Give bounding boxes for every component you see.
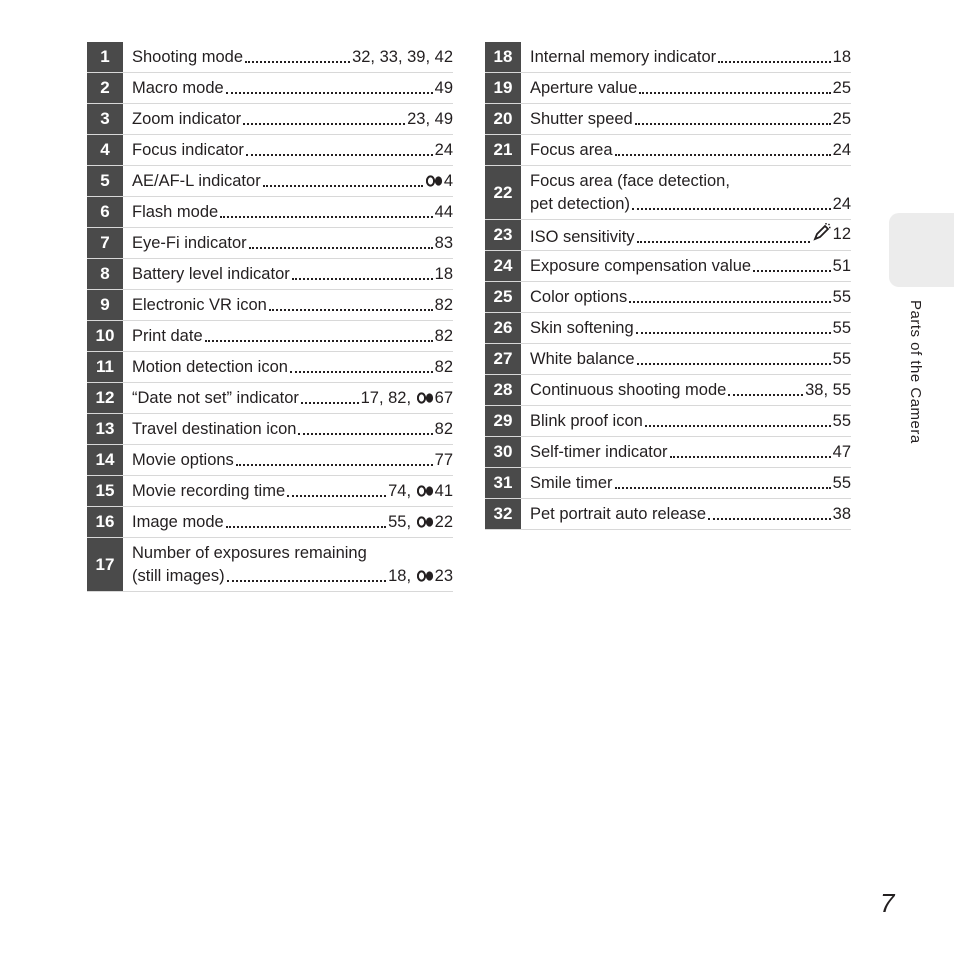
page-refs xyxy=(833,77,851,100)
leader-dots xyxy=(636,331,831,334)
item-text xyxy=(521,499,851,529)
index-row xyxy=(485,313,851,344)
page-refs xyxy=(435,263,453,286)
item-number: 17 xyxy=(87,538,123,591)
side-tab xyxy=(889,213,954,287)
page-refs xyxy=(435,232,453,255)
item-text xyxy=(521,313,851,343)
item-text xyxy=(521,437,851,467)
leader-dots xyxy=(632,207,831,210)
item-label: Internal memory indicator xyxy=(530,47,717,66)
item-number: 14 xyxy=(87,445,123,475)
page-refs xyxy=(435,356,453,379)
item-label: Shooting mode xyxy=(132,47,243,66)
item-number: 23 xyxy=(485,220,521,250)
item-text xyxy=(123,197,453,227)
item-text xyxy=(123,42,453,72)
item-number: 29 xyxy=(485,406,521,436)
item-label: pet detection) xyxy=(530,194,630,213)
item-label: Shutter speed xyxy=(530,109,633,128)
page-refs xyxy=(435,294,453,317)
item-label: Skin softening xyxy=(530,318,634,337)
item-text xyxy=(123,383,453,413)
leader-dots xyxy=(226,91,433,94)
page-numbers: 55, xyxy=(388,512,416,531)
leader-dots xyxy=(236,463,433,466)
item-label: Movie recording time xyxy=(132,481,286,500)
item-label: Aperture value xyxy=(530,78,638,97)
page-refs xyxy=(833,317,851,340)
index-row xyxy=(87,414,453,445)
leader-dots xyxy=(298,432,432,435)
item-text xyxy=(123,228,453,258)
item-text xyxy=(521,104,851,134)
item-text xyxy=(123,476,453,506)
page-numbers: 82 xyxy=(434,295,453,314)
item-text xyxy=(123,73,453,103)
reference-page-number: 23 xyxy=(434,566,453,585)
item-number: 5 xyxy=(87,166,123,196)
index-row xyxy=(87,538,453,592)
item-text xyxy=(123,507,453,537)
page-numbers: 18, xyxy=(388,566,416,585)
leader-dots xyxy=(269,308,433,311)
item-number: 6 xyxy=(87,197,123,227)
page-refs xyxy=(833,503,851,526)
item-label: Self-timer indicator xyxy=(530,442,668,461)
item-number: 24 xyxy=(485,251,521,281)
page-refs xyxy=(435,449,453,472)
index-row xyxy=(87,135,453,166)
page-numbers: 55 xyxy=(832,411,851,430)
page-refs xyxy=(833,472,851,495)
page-refs xyxy=(833,286,851,309)
page-refs xyxy=(833,410,851,433)
index-row xyxy=(485,406,851,437)
item-number: 21 xyxy=(485,135,521,165)
item-label: Electronic VR icon xyxy=(132,295,267,314)
page-numbers: 49 xyxy=(434,78,453,97)
index-row xyxy=(485,282,851,313)
index-row xyxy=(485,220,851,251)
item-label: Focus indicator xyxy=(132,140,244,159)
leader-dots xyxy=(226,525,386,528)
page-refs xyxy=(388,480,453,503)
item-label: “Date not set” indicator xyxy=(132,388,299,407)
page-numbers: 25 xyxy=(832,78,851,97)
pencil-tip-icon xyxy=(812,222,832,249)
item-label: Travel destination icon xyxy=(132,419,297,438)
item-number: 4 xyxy=(87,135,123,165)
page-numbers: 55 xyxy=(832,287,851,306)
page-refs xyxy=(833,441,851,464)
page-refs xyxy=(833,348,851,371)
leader-dots xyxy=(220,215,432,218)
page-refs xyxy=(352,46,453,69)
index-row xyxy=(87,197,453,228)
index-row xyxy=(87,383,453,414)
item-number: 8 xyxy=(87,259,123,289)
item-number: 2 xyxy=(87,73,123,103)
page-numbers: 82 xyxy=(434,326,453,345)
leader-dots xyxy=(263,184,423,187)
item-number: 9 xyxy=(87,290,123,320)
page-numbers: 38 xyxy=(832,504,851,523)
item-number: 30 xyxy=(485,437,521,467)
item-number: 25 xyxy=(485,282,521,312)
leader-dots xyxy=(290,370,433,373)
page-refs xyxy=(435,325,453,348)
item-label: White balance xyxy=(530,349,635,368)
index-row xyxy=(87,507,453,538)
index-row xyxy=(87,42,453,73)
item-label: Battery level indicator xyxy=(132,264,290,283)
item-number: 32 xyxy=(485,499,521,529)
item-text xyxy=(123,445,453,475)
item-text xyxy=(521,73,851,103)
reference-section-icon xyxy=(417,511,434,534)
item-label: Motion detection icon xyxy=(132,357,288,376)
leader-dots xyxy=(205,339,433,342)
reference-section-icon xyxy=(417,387,434,410)
page-numbers: 55 xyxy=(832,349,851,368)
item-text xyxy=(521,406,851,436)
reference-section-icon xyxy=(426,170,443,193)
page-numbers: 32, 33, 39, 42 xyxy=(352,47,453,66)
leader-dots xyxy=(645,424,831,427)
item-text xyxy=(521,375,851,405)
item-number: 11 xyxy=(87,352,123,382)
page-refs xyxy=(388,565,453,588)
leader-dots xyxy=(245,60,350,63)
page-refs xyxy=(833,255,851,278)
side-tab-label: Parts of the Camera xyxy=(907,300,924,444)
item-text xyxy=(521,282,851,312)
leader-dots xyxy=(639,91,830,94)
index-row xyxy=(87,228,453,259)
page-refs xyxy=(833,193,851,216)
item-label: Blink proof icon xyxy=(530,411,643,430)
item-label: Movie options xyxy=(132,450,234,469)
item-label: Macro mode xyxy=(132,78,224,97)
leader-dots xyxy=(753,269,831,272)
item-number: 3 xyxy=(87,104,123,134)
leader-dots xyxy=(292,277,433,280)
page-refs xyxy=(407,108,453,131)
item-label-line1: Number of exposures remaining xyxy=(132,543,367,562)
page-numbers: 82 xyxy=(434,357,453,376)
item-label: Continuous shooting mode xyxy=(530,380,727,399)
leader-dots xyxy=(615,153,831,156)
page-numbers: 23, 49 xyxy=(407,109,453,128)
page-numbers: 44 xyxy=(434,202,453,221)
page-refs xyxy=(812,222,851,249)
page-numbers: 83 xyxy=(434,233,453,252)
leader-dots xyxy=(670,455,831,458)
item-number: 20 xyxy=(485,104,521,134)
index-row xyxy=(485,437,851,468)
leader-dots xyxy=(227,579,387,582)
index-row xyxy=(87,166,453,197)
index-row xyxy=(87,104,453,135)
item-number: 7 xyxy=(87,228,123,258)
page-numbers: 55 xyxy=(832,473,851,492)
page-numbers: 55 xyxy=(832,318,851,337)
item-text xyxy=(521,251,851,281)
item-label: Zoom indicator xyxy=(132,109,242,128)
tips-page-number: 12 xyxy=(832,224,851,243)
index-row xyxy=(87,352,453,383)
item-label: Pet portrait auto release xyxy=(530,504,707,523)
reference-page-number: 4 xyxy=(443,171,453,190)
page-refs xyxy=(833,46,851,69)
page-refs xyxy=(388,511,453,534)
page-numbers: 47 xyxy=(832,442,851,461)
item-text xyxy=(123,290,453,320)
leader-dots xyxy=(249,246,433,249)
index-row xyxy=(485,166,851,220)
item-text xyxy=(123,352,453,382)
page-numbers: 18 xyxy=(832,47,851,66)
item-number: 28 xyxy=(485,375,521,405)
page-numbers: 82 xyxy=(434,419,453,438)
page-numbers: 17, 82, xyxy=(360,388,416,407)
item-text xyxy=(123,321,453,351)
item-number: 1 xyxy=(87,42,123,72)
index-row xyxy=(87,321,453,352)
item-text xyxy=(521,166,851,219)
leader-dots xyxy=(728,393,803,396)
item-number: 13 xyxy=(87,414,123,444)
leader-dots xyxy=(246,153,433,156)
item-text xyxy=(123,135,453,165)
page-refs xyxy=(435,77,453,100)
page-numbers: 24 xyxy=(832,140,851,159)
index-row xyxy=(485,468,851,499)
item-label: Print date xyxy=(132,326,203,345)
page-refs xyxy=(805,379,851,402)
leader-dots xyxy=(635,122,831,125)
item-text xyxy=(123,104,453,134)
leader-dots xyxy=(301,401,359,404)
item-text xyxy=(123,166,453,196)
item-number: 15 xyxy=(87,476,123,506)
page-numbers: 24 xyxy=(434,140,453,159)
leader-dots xyxy=(287,494,386,497)
index-row xyxy=(485,344,851,375)
leader-dots xyxy=(615,486,831,489)
item-text xyxy=(123,414,453,444)
reference-page-number: 41 xyxy=(434,481,453,500)
page-numbers: 25 xyxy=(832,109,851,128)
page-numbers: 51 xyxy=(832,256,851,275)
page-refs xyxy=(435,418,453,441)
index-row xyxy=(485,73,851,104)
item-text xyxy=(521,468,851,498)
item-text xyxy=(521,344,851,374)
item-text xyxy=(521,42,851,72)
page-number: 7 xyxy=(880,888,895,918)
item-label: (still images) xyxy=(132,566,225,585)
reference-section-icon xyxy=(417,565,434,588)
item-text xyxy=(123,259,453,289)
item-number: 26 xyxy=(485,313,521,343)
item-number: 18 xyxy=(485,42,521,72)
item-label: Flash mode xyxy=(132,202,219,221)
leader-dots xyxy=(243,122,405,125)
item-number: 10 xyxy=(87,321,123,351)
page-refs xyxy=(361,387,453,410)
page-refs xyxy=(435,201,453,224)
item-number: 16 xyxy=(87,507,123,537)
item-number: 31 xyxy=(485,468,521,498)
item-number: 27 xyxy=(485,344,521,374)
leader-dots xyxy=(637,362,831,365)
right-index-column xyxy=(485,42,851,530)
index-row xyxy=(485,375,851,406)
leader-dots xyxy=(629,300,830,303)
index-row xyxy=(485,42,851,73)
index-row xyxy=(87,73,453,104)
reference-section-icon xyxy=(417,480,434,503)
leader-dots xyxy=(708,517,831,520)
leader-dots xyxy=(718,60,830,63)
item-label: Smile timer xyxy=(530,473,613,492)
item-text xyxy=(521,135,851,165)
index-row xyxy=(87,290,453,321)
page-refs xyxy=(425,170,453,193)
reference-page-number: 67 xyxy=(434,388,453,407)
index-row xyxy=(485,104,851,135)
page-numbers: 38, 55 xyxy=(805,380,851,399)
item-label: AE/AF-L indicator xyxy=(132,171,261,190)
leader-dots xyxy=(637,240,810,243)
item-number: 19 xyxy=(485,73,521,103)
page-refs xyxy=(833,108,851,131)
page-numbers: 74, xyxy=(388,481,416,500)
index-row xyxy=(87,476,453,507)
item-label: Color options xyxy=(530,287,628,306)
item-label: Image mode xyxy=(132,512,224,531)
page-refs xyxy=(435,139,453,162)
item-label-line1: Focus area (face detection, xyxy=(530,171,730,190)
item-label: Exposure compensation value xyxy=(530,256,752,275)
page-numbers: 24 xyxy=(832,194,851,213)
index-row xyxy=(87,259,453,290)
item-text xyxy=(521,220,851,250)
item-number: 12 xyxy=(87,383,123,413)
page-refs xyxy=(833,139,851,162)
index-row xyxy=(87,445,453,476)
index-row xyxy=(485,135,851,166)
page-numbers: 77 xyxy=(434,450,453,469)
item-label: Focus area xyxy=(530,140,613,159)
page-numbers: 18 xyxy=(434,264,453,283)
left-index-column xyxy=(87,42,453,592)
reference-page-number: 22 xyxy=(434,512,453,531)
index-row xyxy=(485,499,851,530)
item-text xyxy=(123,538,453,591)
item-number: 22 xyxy=(485,166,521,219)
index-row xyxy=(485,251,851,282)
item-label: Eye-Fi indicator xyxy=(132,233,247,252)
item-label: ISO sensitivity xyxy=(530,227,635,246)
